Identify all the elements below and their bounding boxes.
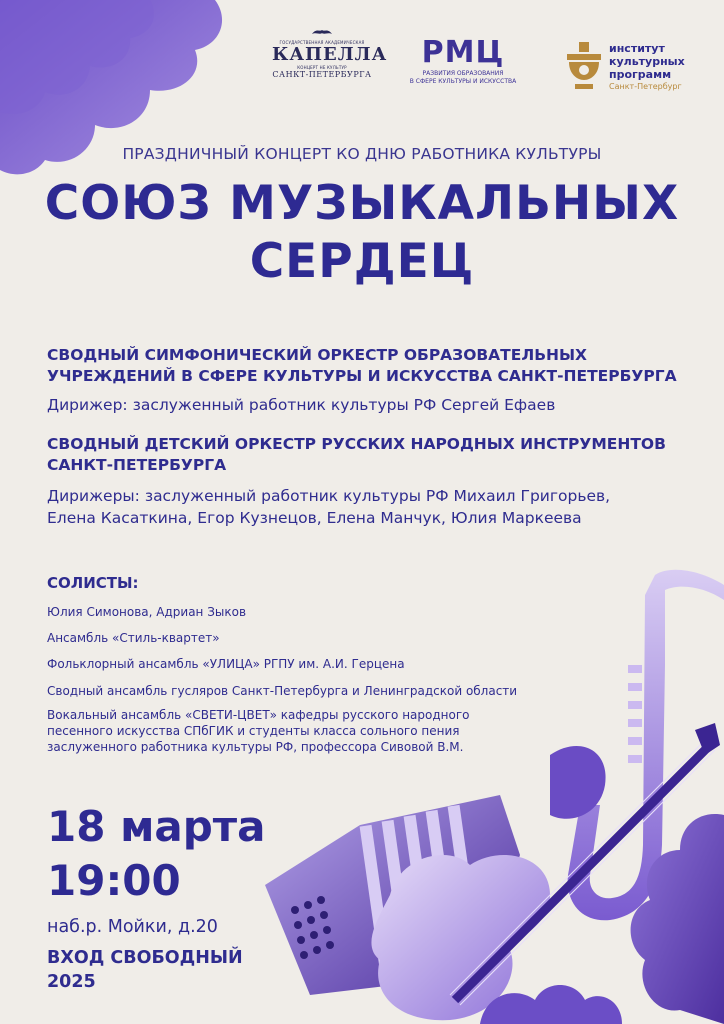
soloist-item-2: Ансамбль «Стиль-квартет» xyxy=(47,631,220,645)
event-datetime xyxy=(47,800,266,908)
orchestra-1-name-line1: СВОДНЫЙ СИМФОНИЧЕСКИЙ ОРКЕСТР ОБРАЗОВАТЕЛЬНЫХ xyxy=(47,346,588,364)
orchestra-2-conductor-line1: Дирижеры: заслуженный работник культуры РФ Михаил Григорьев, xyxy=(47,487,611,505)
kapella-name: КАПЕЛЛА xyxy=(272,44,388,65)
orchestra-1-conductor: Дирижер: заслуженный работник культуры РФ Сергей Ефаев xyxy=(47,396,556,414)
soloist-item-3: Фольклорный ансамбль «УЛИЦА» РГПУ им. А.И. Герцена xyxy=(47,657,405,671)
institute-line3: программ xyxy=(609,68,672,81)
orchestra-2-name-line2: САНКТ-ПЕТЕРБУРГА xyxy=(47,456,227,474)
event-time: 19:00 xyxy=(47,856,181,905)
rmc-line1: РАЗВИТИЯ ОБРАЗОВАНИЯ xyxy=(422,70,504,77)
orchestra-2-name-line1: СВОДНЫЙ ДЕТСКИЙ ОРКЕСТР РУССКИХ НАРОДНЫХ ИНСТРУМЕНТОВ xyxy=(47,435,666,453)
soloist-item-5-line1: Вокальный ансамбль «СВЕТИ-ЦВЕТ» кафедры русского народного xyxy=(47,708,470,722)
title-line1: СОЮЗ МУЗЫКАЛЬНЫХ xyxy=(44,176,680,231)
orchestra-2-conductor-line2: Елена Касаткина, Егор Кузнецов, Елена Манчук, Юлия Маркеева xyxy=(47,509,582,527)
kapella-top-text: ГОСУДАРСТВЕННАЯ АКАДЕМИЧЕСКАЯ xyxy=(279,40,365,45)
institute-line1: институт xyxy=(609,42,665,55)
soloist-item-5-line3: заслуженного работника культуры РФ, профессора Сивовой В.М. xyxy=(47,740,464,754)
kapella-logo xyxy=(272,30,388,79)
soloist-item-1: Юлия Симонова, Адриан Зыков xyxy=(47,605,247,619)
bird-emblem-icon xyxy=(310,26,334,38)
kapella-city: САНКТ-ПЕТЕРБУРГА xyxy=(272,70,372,79)
event-date: 18 марта xyxy=(47,802,266,851)
title-line2: СЕРДЕЦ xyxy=(249,234,475,289)
entry-text: ВХОД СВОБОДНЫЙ xyxy=(47,948,243,968)
institute-logo xyxy=(563,40,713,100)
event-year: 2025 xyxy=(47,972,96,992)
orchestra-1-name-line2: УЧРЕЖДЕНИЙ В СФЕРЕ КУЛЬТУРЫ И ИСКУССТВА САНКТ-ПЕТЕРБУРГА xyxy=(47,367,677,385)
event-entry xyxy=(47,946,243,994)
institute-city: Санкт-Петербург xyxy=(609,82,682,91)
page-title xyxy=(0,175,724,291)
soloist-item-4: Сводный ансамбль гусляров Санкт-Петербурга и Ленинградской области xyxy=(47,684,518,698)
rmc-logo xyxy=(403,36,523,86)
soloist-item-5-line2: песенного искусства СПбГИК и студенты класса сольного пения xyxy=(47,724,460,738)
event-subtitle: ПРАЗДНИЧНЫЙ КОНЦЕРТ КО ДНЮ РАБОТНИКА КУЛЬТУРЫ xyxy=(122,145,602,163)
decorative-instruments xyxy=(250,555,724,1024)
institute-line2: культурных xyxy=(609,55,685,68)
institute-emblem-icon xyxy=(563,40,605,96)
rmc-line2: В СФЕРЕ КУЛЬТУРЫ И ИСКУССТВА xyxy=(409,78,517,85)
soloists-heading: СОЛИСТЫ: xyxy=(47,574,139,592)
kapella-under-text: КОНЦЕРТ НЕ КУЛЬТУР xyxy=(297,65,347,70)
event-address: наб.р. Мойки, д.20 xyxy=(47,917,218,937)
orchestra-block-2 xyxy=(47,434,697,529)
orchestra-block-1 xyxy=(47,345,697,416)
rmc-name: РМЦ xyxy=(421,35,505,70)
